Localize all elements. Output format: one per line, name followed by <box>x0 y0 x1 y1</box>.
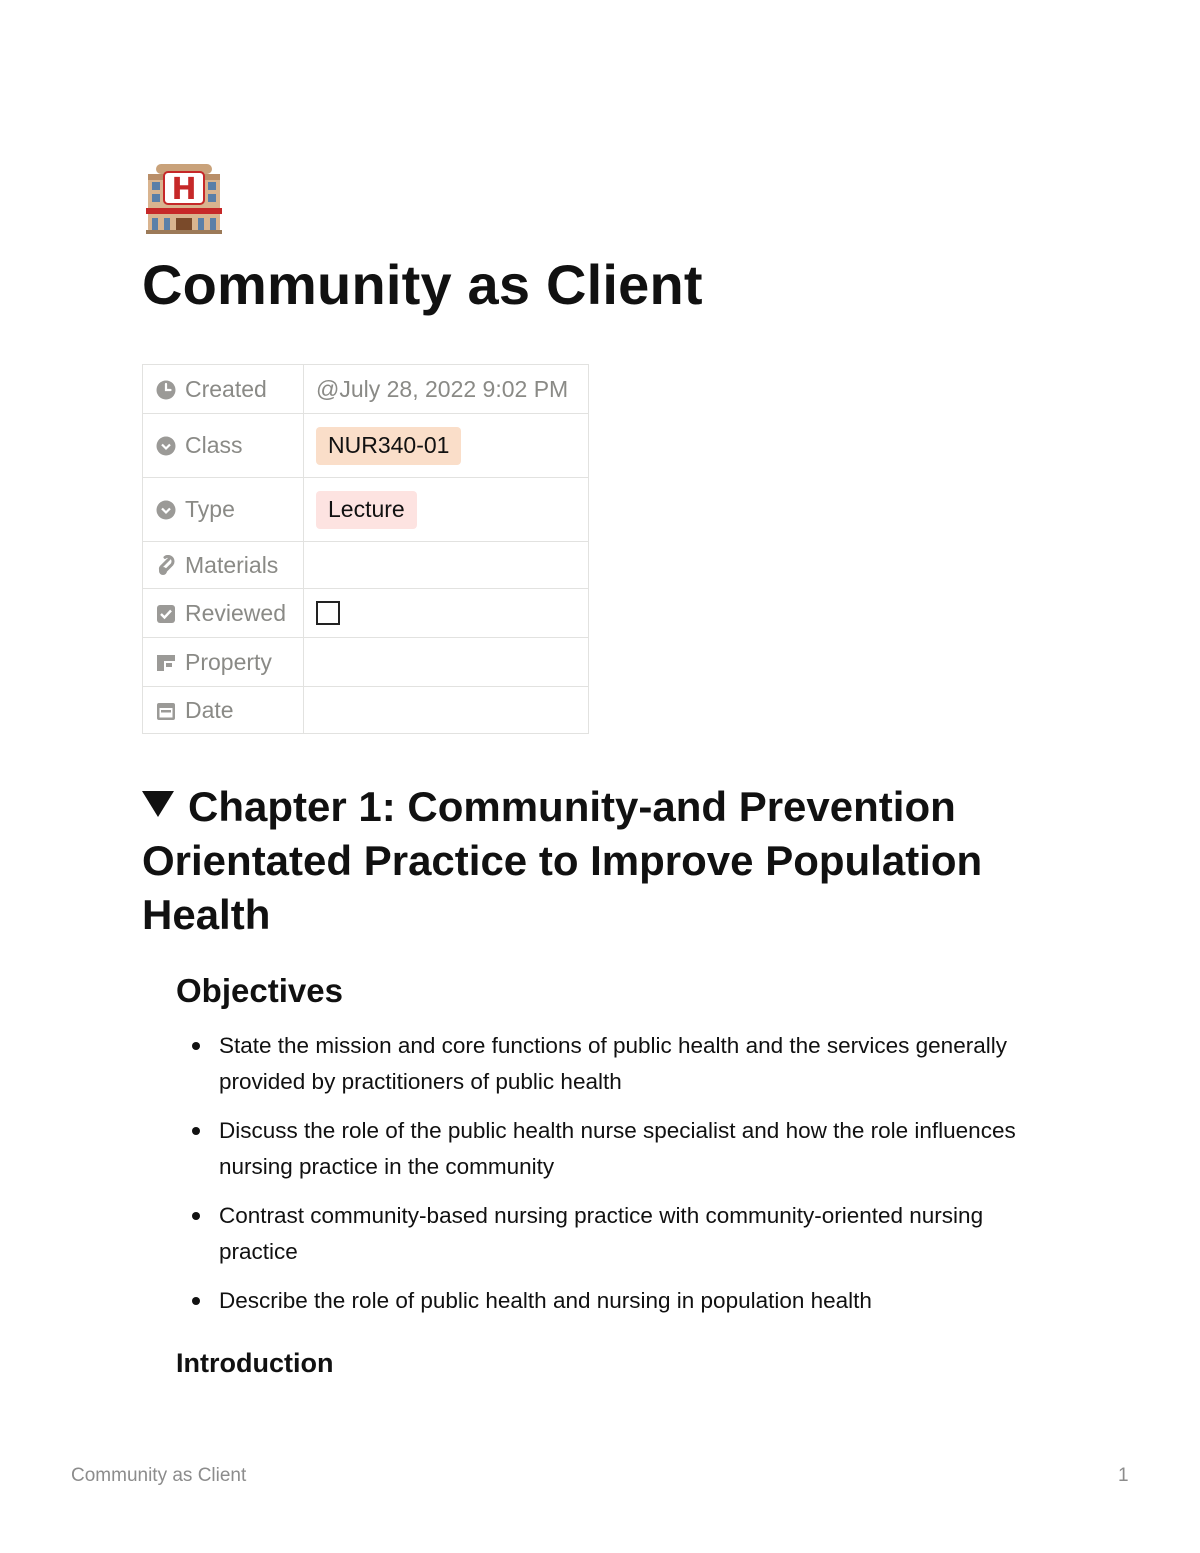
chapter-title: Chapter 1: Community-and Prevention Orientated Practice to Improve Population Health <box>142 783 983 938</box>
property-row-reviewed <box>143 589 589 638</box>
class-tag[interactable]: NUR340-01 <box>316 427 461 465</box>
page-number: 1 <box>1118 1465 1129 1486</box>
select-icon <box>155 499 177 521</box>
type-value-cell[interactable] <box>304 478 589 542</box>
calendar-icon <box>155 700 177 722</box>
svg-text:H: H <box>171 172 197 207</box>
list-item <box>176 1283 1056 1319</box>
date-value[interactable] <box>304 687 589 734</box>
property-row-class <box>143 414 589 478</box>
list-item-text: State the mission and core functions of public health and the services generally provided by practitioners of public health <box>219 1033 1007 1094</box>
property-name-cell[interactable] <box>143 542 304 589</box>
page-title: Community as Client <box>142 253 703 316</box>
clock-icon <box>155 379 177 401</box>
bullet-icon <box>192 1297 200 1305</box>
property-name-cell[interactable] <box>143 365 304 414</box>
type-tag[interactable]: Lecture <box>316 491 417 529</box>
footer-title: Community as Client <box>71 1465 247 1486</box>
checkbox-icon <box>155 603 177 625</box>
property-row-created <box>143 365 589 414</box>
list-item <box>176 1198 1056 1270</box>
objectives-list <box>176 1028 1056 1332</box>
property-label: Reviewed <box>185 599 286 626</box>
property-value[interactable] <box>304 638 589 687</box>
list-item-text: Describe the role of public health and nursing in population health <box>219 1288 872 1313</box>
list-item <box>176 1113 1056 1185</box>
property-row-property <box>143 638 589 687</box>
property-label: Materials <box>185 551 279 578</box>
property-name-cell[interactable] <box>143 414 304 478</box>
property-label: Created <box>185 375 267 402</box>
materials-value[interactable] <box>304 542 589 589</box>
hotel-icon[interactable] <box>142 158 226 236</box>
property-row-type <box>143 478 589 542</box>
list-item <box>176 1028 1056 1100</box>
bullet-icon <box>192 1042 200 1050</box>
created-value[interactable]: @July 28, 2022 9:02 PM <box>304 365 589 414</box>
triangle-down-icon[interactable] <box>142 791 174 817</box>
bullet-icon <box>192 1127 200 1135</box>
paperclip-icon <box>155 555 177 577</box>
list-item-text: Discuss the role of the public health nurse specialist and how the role influences nursing practice in the community <box>219 1118 1016 1179</box>
property-row-materials <box>143 542 589 589</box>
text-lines-icon <box>155 652 177 674</box>
property-label: Type <box>185 496 235 522</box>
property-label: Property <box>185 648 272 675</box>
property-name-cell[interactable] <box>143 589 304 638</box>
property-name-cell[interactable] <box>143 687 304 734</box>
chapter-toggle-heading[interactable] <box>142 780 1042 942</box>
reviewed-value-cell <box>304 589 589 638</box>
properties-table <box>142 364 589 734</box>
property-label: Date <box>185 696 234 723</box>
property-label: Class <box>185 432 243 458</box>
bullet-icon <box>192 1212 200 1220</box>
property-row-date <box>143 687 589 734</box>
introduction-heading: Introduction <box>176 1348 334 1378</box>
property-name-cell[interactable] <box>143 478 304 542</box>
class-value-cell[interactable] <box>304 414 589 478</box>
reviewed-checkbox[interactable] <box>316 601 340 625</box>
objectives-heading: Objectives <box>176 972 343 1009</box>
select-icon <box>155 435 177 457</box>
property-name-cell[interactable] <box>143 638 304 687</box>
list-item-text: Contrast community-based nursing practice with community-oriented nursing practice <box>219 1203 984 1264</box>
